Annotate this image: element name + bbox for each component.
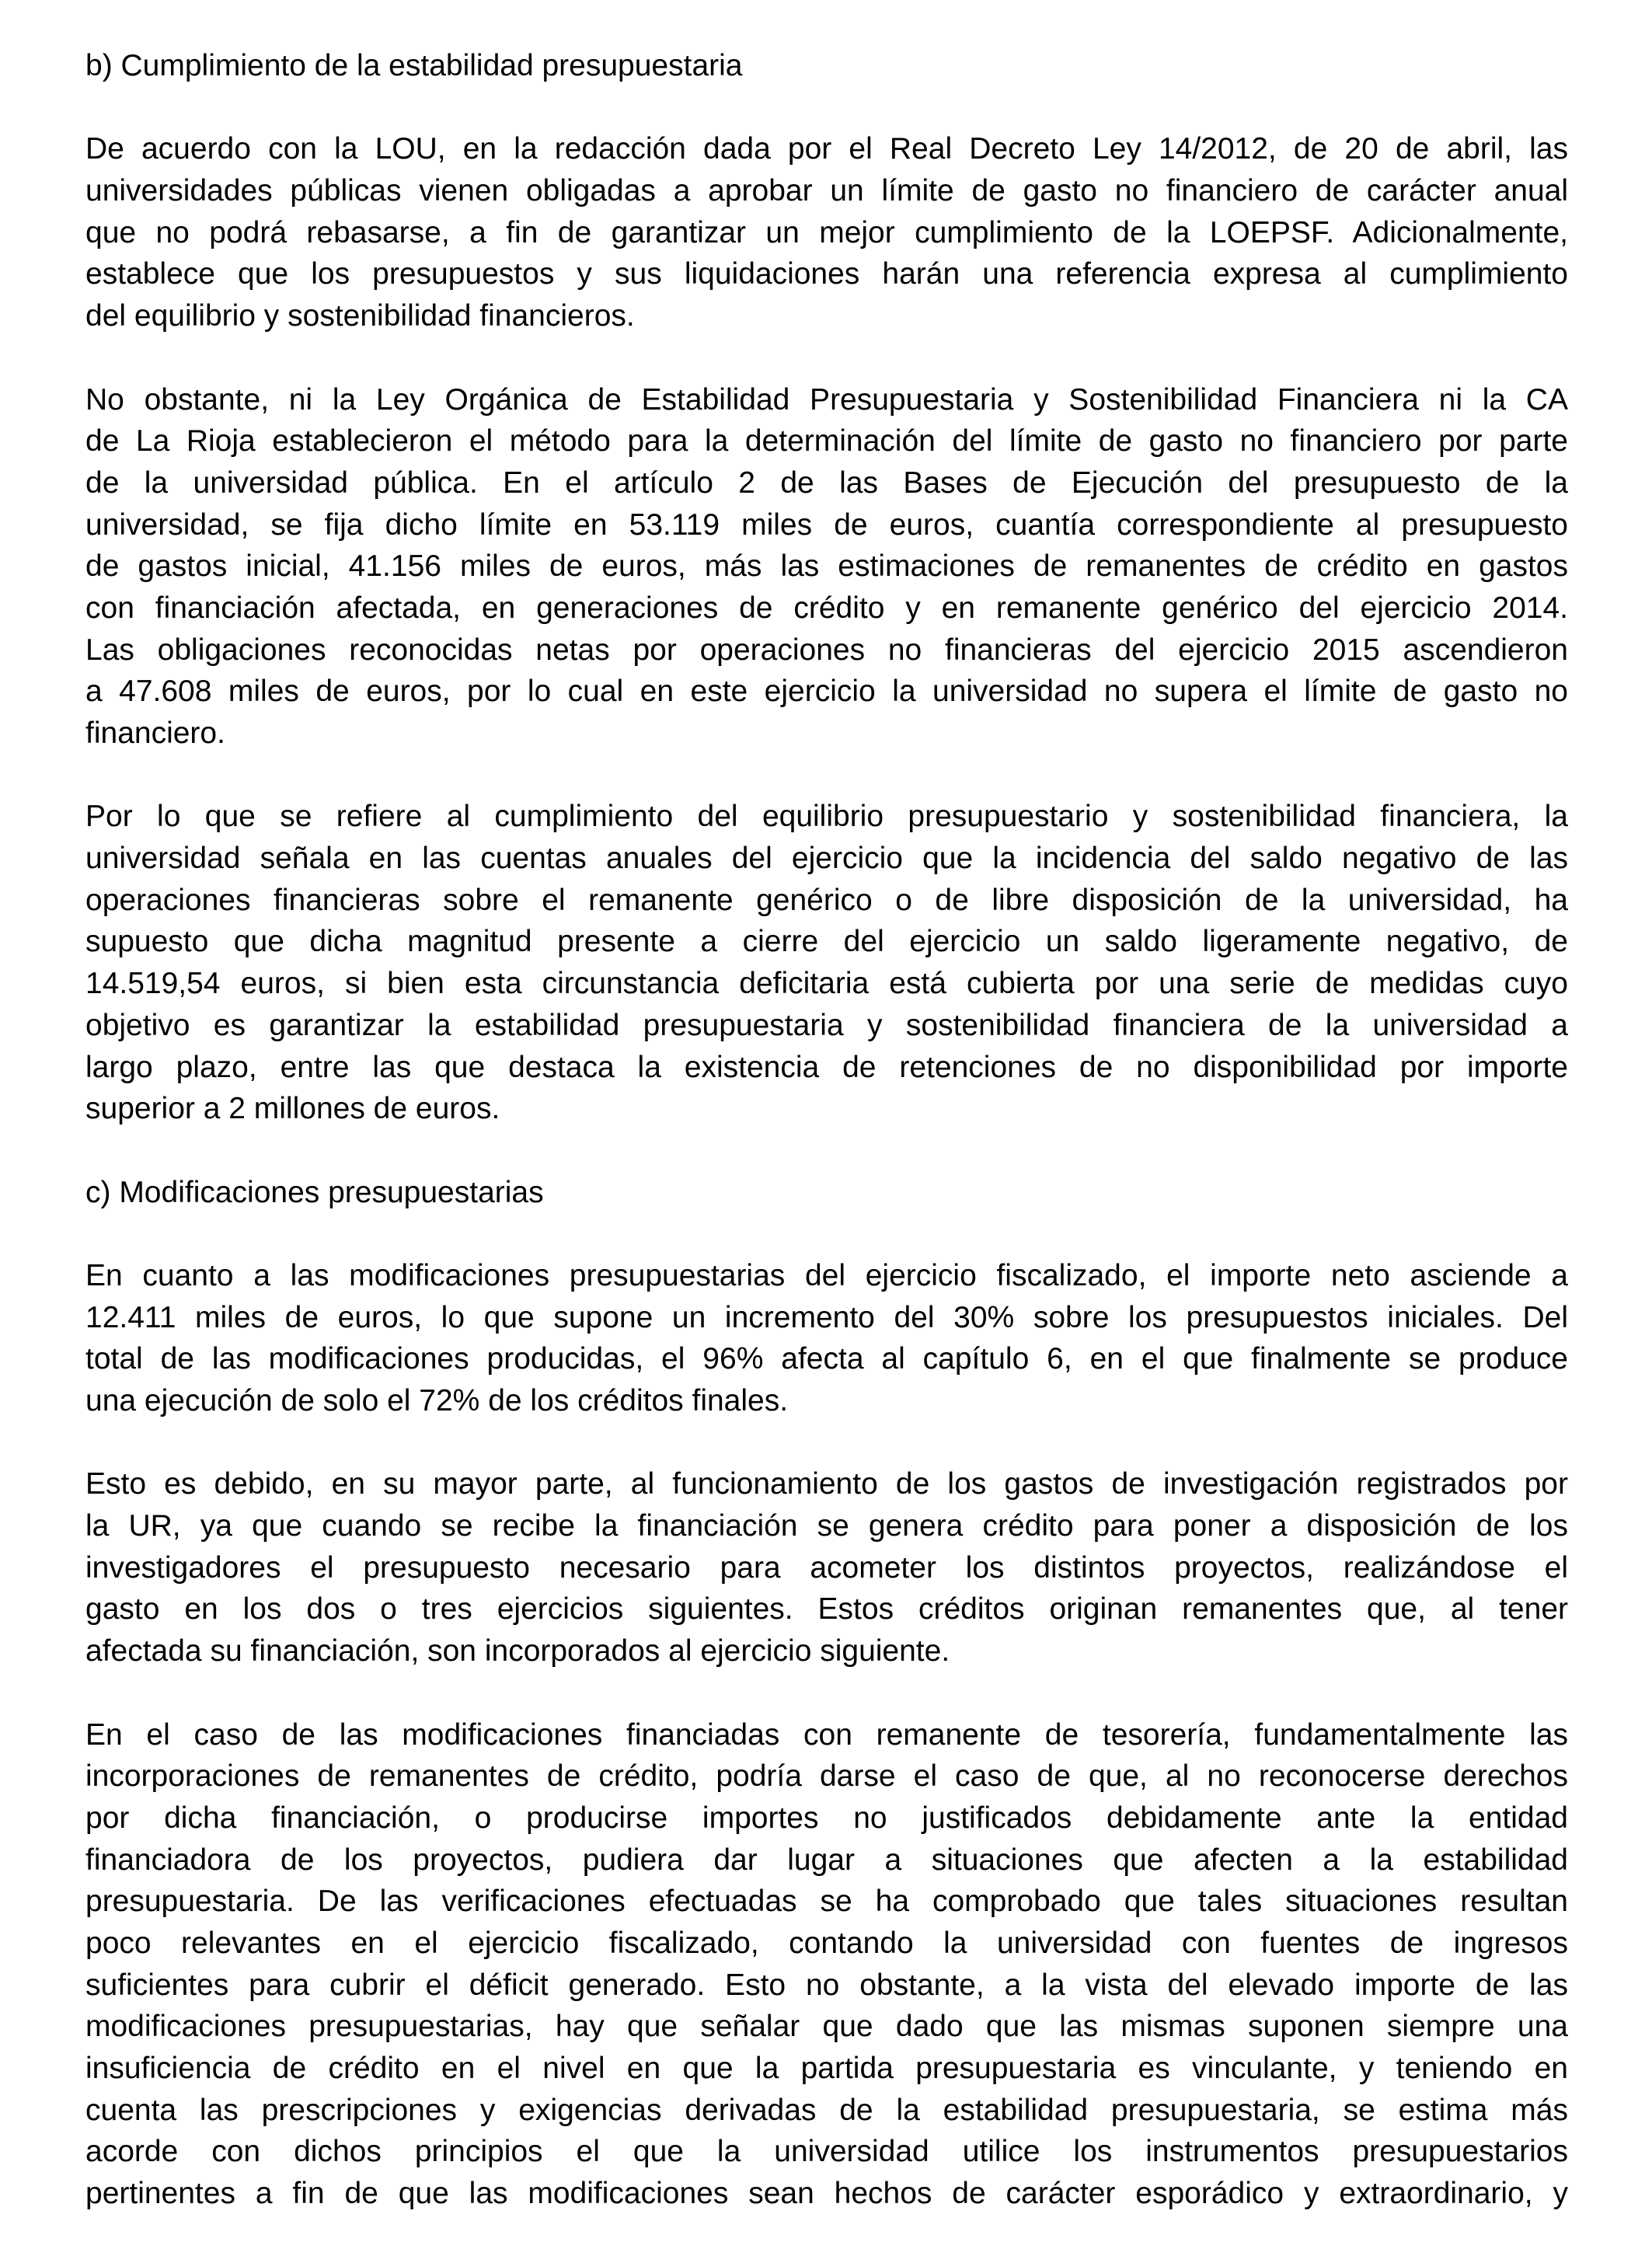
text-line: que no podrá rebasarse, a fin de garantizar un mejor cumplimiento de la LOEPSF. Adicionalmente, bbox=[85, 215, 1568, 249]
text-line: 14.519,54 euros, si bien esta circunstancia deficitaria está cubierta por una serie de medidas cuyo bbox=[85, 967, 1568, 1001]
text-line: En el caso de las modificaciones financiadas con remanente de tesorería, fundamentalmente las bbox=[85, 1717, 1568, 1752]
text-line: de la universidad pública. En el artículo 2 de las Bases de Ejecución del presupuesto de la bbox=[85, 465, 1568, 500]
text-line: 12.411 miles de euros, lo que supone un incremento del 30% sobre los presupuestos iniciales. Del bbox=[85, 1300, 1568, 1334]
text-line: establece que los presupuestos y sus liquidaciones harán una referencia expresa al cumplimiento bbox=[85, 257, 1568, 291]
text-line: presupuestaria. De las verificaciones efectuadas se ha comprobado que tales situaciones resultan bbox=[85, 1885, 1568, 1919]
text-line: del equilibrio y sostenibilidad financieros. bbox=[85, 299, 635, 333]
section-heading: c) Modificaciones presupuestarias bbox=[85, 1175, 544, 1209]
text-line: insuficiencia de crédito en el nivel en que la partida presupuestaria es vinculante, y teniendo en bbox=[85, 2052, 1568, 2086]
text-line: supuesto que dicha magnitud presente a cierre del ejercicio un saldo ligeramente negativo, de bbox=[85, 925, 1568, 959]
text-line: largo plazo, entre las que destaca la existencia de retenciones de no disponibilidad por importe bbox=[85, 1050, 1568, 1084]
paragraph bbox=[85, 796, 1568, 1130]
text-line: la UR, ya que cuando se recibe la financiación se genera crédito para poner a disposición de los bbox=[85, 1509, 1568, 1543]
text-line: por dicha financiación, o producirse importes no justificados debidamente ante la entidad bbox=[85, 1801, 1568, 1835]
text-line: universidades públicas vienen obligadas a aprobar un límite de gasto no financiero de carácter anual bbox=[85, 174, 1568, 208]
document-page bbox=[85, 45, 1568, 2256]
text-line: pertinentes a fin de que las modificaciones sean hechos de carácter esporádico y extraordinario, y bbox=[85, 2177, 1568, 2211]
text-line: Por lo que se refiere al cumplimiento del equilibrio presupuestario y sostenibilidad financiera, la bbox=[85, 800, 1568, 834]
text-line: Esto es debido, en su mayor parte, al funcionamiento de los gastos de investigación registrados por bbox=[85, 1467, 1568, 1501]
text-line: acorde con dichos principios el que la universidad utilice los instrumentos presupuestarios bbox=[85, 2135, 1568, 2169]
paragraph bbox=[85, 1714, 1568, 2215]
text-line: En cuanto a las modificaciones presupuestarias del ejercicio fiscalizado, el importe neto asciende a bbox=[85, 1258, 1568, 1292]
text-line: financiadora de los proyectos, pudiera dar lugar a situaciones que afecten a la estabilidad bbox=[85, 1843, 1568, 1877]
text-line: investigadores el presupuesto necesario para acometer los distintos proyectos, realizándose el bbox=[85, 1550, 1568, 1585]
text-line: afectada su financiación, son incorporados al ejercicio siguiente. bbox=[85, 1634, 950, 1668]
text-line: modificaciones presupuestarias, hay que señalar que dado que las mismas suponen siempre una bbox=[85, 2010, 1568, 2044]
text-line: objetivo es garantizar la estabilidad presupuestaria y sostenibilidad financiera de la universidad a bbox=[85, 1008, 1568, 1042]
text-line: De acuerdo con la LOU, en la redacción dada por el Real Decreto Ley 14/2012, de 20 de abril, las bbox=[85, 132, 1568, 166]
text-line: operaciones financieras sobre el remanente genérico o de libre disposición de la universidad, ha bbox=[85, 883, 1568, 917]
text-line: gasto en los dos o tres ejercicios siguientes. Estos créditos originan remanentes que, al tener bbox=[85, 1592, 1568, 1627]
text-line: una ejecución de solo el 72% de los créditos finales. bbox=[85, 1384, 789, 1418]
text-line: universidad, se fija dicho límite en 53.119 miles de euros, cuantía correspondiente al presupuesto bbox=[85, 507, 1568, 542]
text-line: Las obligaciones reconocidas netas por operaciones no financieras del ejercicio 2015 ascendieron bbox=[85, 633, 1568, 667]
text-line: con financiación afectada, en generaciones de crédito y en remanente genérico del ejercicio 2014. bbox=[85, 591, 1568, 625]
text-line: a 47.608 miles de euros, por lo cual en este ejercicio la universidad no supera el límite de gasto no bbox=[85, 675, 1568, 709]
paragraph bbox=[85, 1463, 1568, 1672]
text-line: total de las modificaciones producidas, el 96% afecta al capítulo 6, en el que finalmente se produce bbox=[85, 1342, 1568, 1376]
section-heading: b) Cumplimiento de la estabilidad presupuestaria bbox=[85, 49, 743, 82]
text-line: No obstante, ni la Ley Orgánica de Estabilidad Presupuestaria y Sostenibilidad Financiera ni la CA bbox=[85, 382, 1568, 417]
paragraph bbox=[85, 1255, 1568, 1422]
text-line: financiero. bbox=[85, 717, 225, 751]
text-line: cuenta las prescripciones y exigencias derivadas de la estabilidad presupuestaria, se estima más bbox=[85, 2093, 1568, 2127]
text-line: incorporaciones de remanentes de crédito, podría darse el caso de que, al no reconocerse derechos bbox=[85, 1759, 1568, 1794]
text-line: de gastos inicial, 41.156 miles de euros, más las estimaciones de remanentes de crédito en gastos bbox=[85, 549, 1568, 584]
text-line: de La Rioja establecieron el método para la determinación del límite de gasto no financiero por parte bbox=[85, 424, 1568, 459]
text-line: superior a 2 millones de euros. bbox=[85, 1092, 500, 1126]
text-line: poco relevantes en el ejercicio fiscalizado, contando la universidad con fuentes de ingresos bbox=[85, 1926, 1568, 1960]
text-line: universidad señala en las cuentas anuales del ejercicio que la incidencia del saldo negativo de las bbox=[85, 842, 1568, 876]
paragraph bbox=[85, 379, 1568, 755]
paragraph bbox=[85, 128, 1568, 336]
text-line: suficientes para cubrir el déficit generado. Esto no obstante, a la vista del elevado importe de las bbox=[85, 1968, 1568, 2002]
